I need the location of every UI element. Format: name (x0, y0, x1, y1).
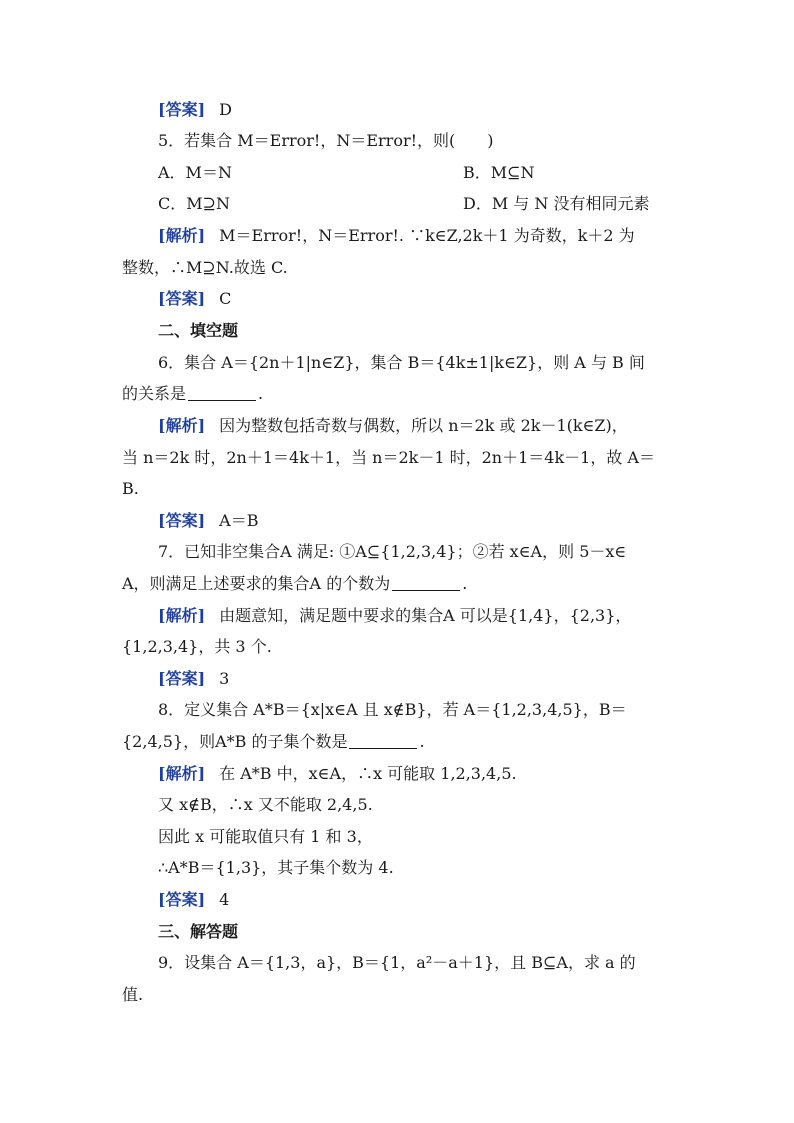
answer-tag: [答案] (158, 289, 206, 308)
answer-blank (392, 574, 460, 591)
options-row-2 (158, 192, 658, 216)
section-heading-fill-in: 二、填空题 (158, 321, 239, 340)
analysis-text: 因为整数包括奇数与偶数，所以 n＝2k 或 2k－1(k∈Z)， (219, 416, 628, 435)
answer-text: D (219, 100, 232, 119)
analysis-tag: [解析] (158, 226, 206, 245)
answer-tag: [答案] (158, 669, 206, 688)
answer-text: 3 (219, 669, 230, 688)
analysis-8-line-2: 又 x∉B，∴x 又不能取 2,4,5. (158, 795, 373, 814)
answer-line-8 (158, 888, 229, 912)
analysis-tag: [解析] (158, 764, 206, 783)
question-6-line-1: 6．集合 A＝{2n＋1|n∈Z}，集合 B＝{4k±1|k∈Z}，则 A 与 B 间 (158, 353, 645, 372)
answer-text: C (219, 289, 232, 308)
option-a: A．M＝N (158, 163, 232, 182)
analysis-7-line-1 (158, 604, 631, 628)
analysis-text: 在 A*B 中，x∈A，∴x 可能取 1,2,3,4,5. (219, 764, 517, 783)
answer-blank (188, 384, 256, 401)
answer-tag: [答案] (158, 511, 206, 530)
question-8-line-1: 8．定义集合 A*B＝{x|x∈A 且 x∉B}，若 A＝{1,2,3,4,5}，B＝ (158, 700, 627, 719)
analysis-6-line-1 (158, 414, 628, 438)
answer-line-5 (158, 287, 231, 311)
option-d: D．M 与 N 没有相同元素 (463, 194, 650, 213)
analysis-text: M＝Error!，N＝Error!. ∵k∈Z,2k＋1 为奇数，k＋2 为 (219, 226, 635, 245)
question-7-line-1: 7．已知非空集合A 满足: ①A⊆{1,2,3,4}；②若 x∈A，则 5－x∈ (158, 542, 627, 561)
question-9-line-2: 值. (122, 985, 144, 1004)
answer-blank (349, 732, 417, 749)
question-6-line-2: 的关系是 . (122, 384, 264, 403)
answer-line-4 (158, 98, 232, 122)
answer-tag: [答案] (158, 890, 206, 909)
options-row-1 (158, 161, 658, 185)
analysis-8-line-1 (158, 762, 517, 786)
analysis-7-line-2: {1,2,3,4}，共 3 个. (122, 637, 272, 656)
analysis-tag: [解析] (158, 416, 206, 435)
answer-text: A＝B (219, 511, 259, 530)
answer-line-6 (158, 509, 258, 533)
option-c: C．M⊇N (158, 194, 231, 213)
analysis-tag: [解析] (158, 606, 206, 625)
analysis-8-line-3: 因此 x 可能取值只有 1 和 3， (158, 827, 373, 846)
answer-line-7 (158, 667, 229, 691)
answer-text: 4 (219, 890, 230, 909)
section-heading-solve: 三、解答题 (158, 922, 239, 941)
analysis-6-line-3: B. (122, 479, 139, 498)
analysis-6-line-2: 当 n＝2k 时，2n＋1＝4k＋1，当 n＝2k－1 时，2n＋1＝4k－1，故 A＝ (122, 448, 655, 467)
answer-tag: [答案] (158, 100, 206, 119)
question-7-line-2: A，则满足上述要求的集合A 的个数为 . (122, 574, 468, 593)
analysis-8-line-4: ∴A*B＝{1,3}，其子集个数为 4. (158, 858, 394, 877)
analysis-text: 由题意知，满足题中要求的集合A 可以是{1,4}，{2,3}， (219, 606, 632, 625)
option-b: B．M⊆N (463, 163, 535, 182)
question-9-line-1: 9．设集合 A＝{1,3，a}，B＝{1，a²－a＋1}，且 B⊆A，求 a 的 (158, 953, 636, 972)
question-5: 5．若集合 M＝Error!，N＝Error!，则( ) (158, 131, 494, 150)
analysis-5-line-1 (158, 224, 635, 248)
analysis-5-line-2: 整数，∴M⊇N.故选 C. (122, 258, 288, 277)
question-8-line-2: {2,4,5}，则A*B 的子集个数是 . (122, 732, 425, 751)
